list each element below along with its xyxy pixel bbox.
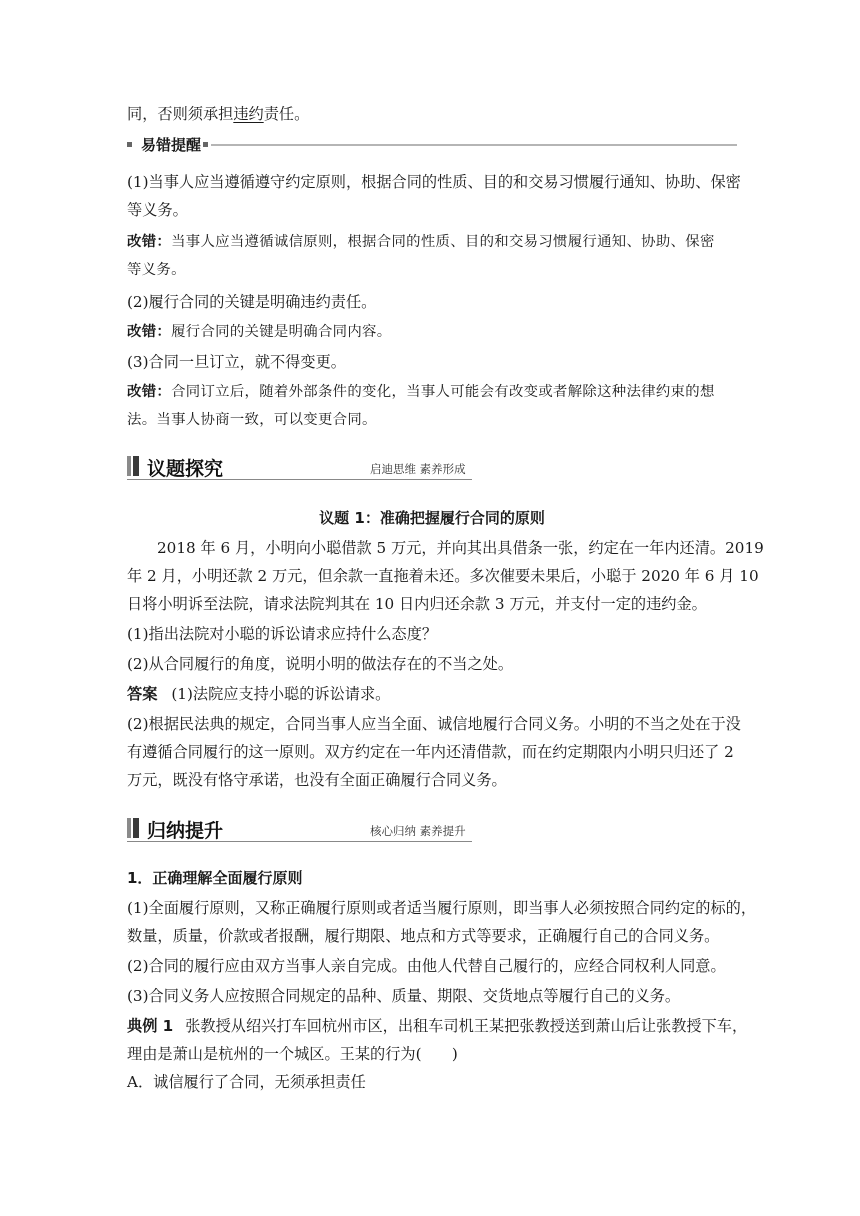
tip-divider [127,134,737,154]
banner-title: 归纳提升 [147,820,224,842]
banner-rule [127,479,472,480]
summary-item-1: (1)全面履行原则，又称正确履行原则或者适当履行原则，即当事人必须按照合同约定的标的， [127,899,757,917]
error-item-1: (1)当事人应当遵循遵守约定原则，根据合同的性质、目的和交易习惯履行通知、协助、保密 [127,173,741,191]
topic-heading: 议题 1：准确把握履行合同的原则 [319,509,545,527]
question-2: (2)从合同履行的角度，说明小明的做法存在的不当之处。 [127,655,514,673]
answer-line [127,684,390,704]
correction-text: 合同订立后，随着外部条件的变化，当事人可能会有改变或者解除这种法律约束的想 [171,384,715,400]
banner-bar-icon [127,456,131,476]
answer-1: (1)法院应支持小聪的诉讼请求。 [171,685,391,703]
case-paragraph-cont: 年 2 月，小明还款 2 万元，但余款一直拖着未还。多次催要未果后，小聪于 2020 年 6 月 10 [127,567,759,585]
option-a: A．诚信履行了合同，无须承担责任 [127,1073,366,1091]
correction-text: 当事人应当遵循诚信原则，根据合同的性质、目的和交易习惯履行通知、协助、保密 [171,234,715,250]
correction-2 [127,322,391,342]
answer-label: 答案 [127,685,158,703]
section-banner-explore [127,454,472,480]
banner-bar-icon [133,818,139,838]
banner-bar-icon [127,818,131,838]
correction-label: 改错： [127,384,172,400]
correction-1 [127,232,715,252]
case-paragraph: 2018 年 6 月，小明向小聪借款 5 万元，并向其出具借条一张，约定在一年内还清。2019 [157,539,764,557]
banner-rule [127,841,472,842]
section-banner-summary [127,816,472,842]
summary-item-3: (3)合同义务人应按照合同规定的品种、质量、期限、交货地点等履行自己的义务。 [127,987,681,1005]
answer-2-cont: 有遵循合同履行的这一原则。双方约定在一年内还清借款，而在约定期限内小明只归还了 2 [127,743,734,761]
correction-text: 履行合同的关键是明确合同内容。 [171,324,392,340]
error-item-1-cont: 等义务。 [127,201,188,219]
correction-1-cont: 等义务。 [127,262,186,278]
banner-title: 议题探究 [147,458,224,480]
intro-text: 同，否则须承担 [127,105,234,123]
summary-item-1-cont: 数量，质量，价款或者报酬，履行期限、地点和方式等要求，正确履行自己的合同义务。 [127,927,720,945]
summary-heading: 1．正确理解全面履行原则 [127,869,303,887]
error-item-2: (2)履行合同的关键是明确违约责任。 [127,293,377,311]
example-text-cont: 理由是萧山是杭州的一个城区。王某的行为( ) [127,1045,458,1063]
question-1: (1)指出法院对小聪的诉讼请求应持什么态度？ [127,625,438,643]
answer-2: (2)根据民法典的规定，合同当事人应当全面、诚信地履行合同义务。小明的不当之处在于没 [127,715,741,733]
banner-subtitle: 启迪思维 素养形成 [370,462,466,476]
underlined-term: 违约 [233,105,264,123]
example-line [127,1016,747,1036]
square-bullet-icon [127,142,132,147]
answer-2-cont: 万元，既没有恪守承诺，也没有全面正确履行合同义务。 [127,771,507,789]
square-bullet-icon [203,142,208,147]
error-item-3: (3)合同一旦订立，就不得变更。 [127,353,346,371]
example-label: 典例 1 [127,1017,174,1035]
case-paragraph-cont: 日将小明诉至法院，请求法院判其在 10 日内归还余款 3 万元，并支付一定的违约金。 [127,595,707,613]
divider-line [211,144,737,146]
intro-text-end: 责任。 [263,105,310,123]
banner-bar-icon [133,456,139,476]
correction-3-cont: 法。当事人协商一致，可以变更合同。 [127,412,377,428]
banner-subtitle: 核心归纳 素养提升 [370,824,466,838]
example-text: 张教授从绍兴打车回杭州市区，出租车司机王某把张教授送到萧山后让张教授下车， [185,1017,748,1035]
correction-label: 改错： [127,234,172,250]
summary-item-2: (2)合同的履行应由双方当事人亲自完成。由他人代替自己履行的，应经合同权利人同意。 [127,957,726,975]
correction-label: 改错： [127,324,172,340]
tip-label: 易错提醒 [141,136,202,154]
correction-3 [127,382,715,402]
intro-line [127,104,309,124]
